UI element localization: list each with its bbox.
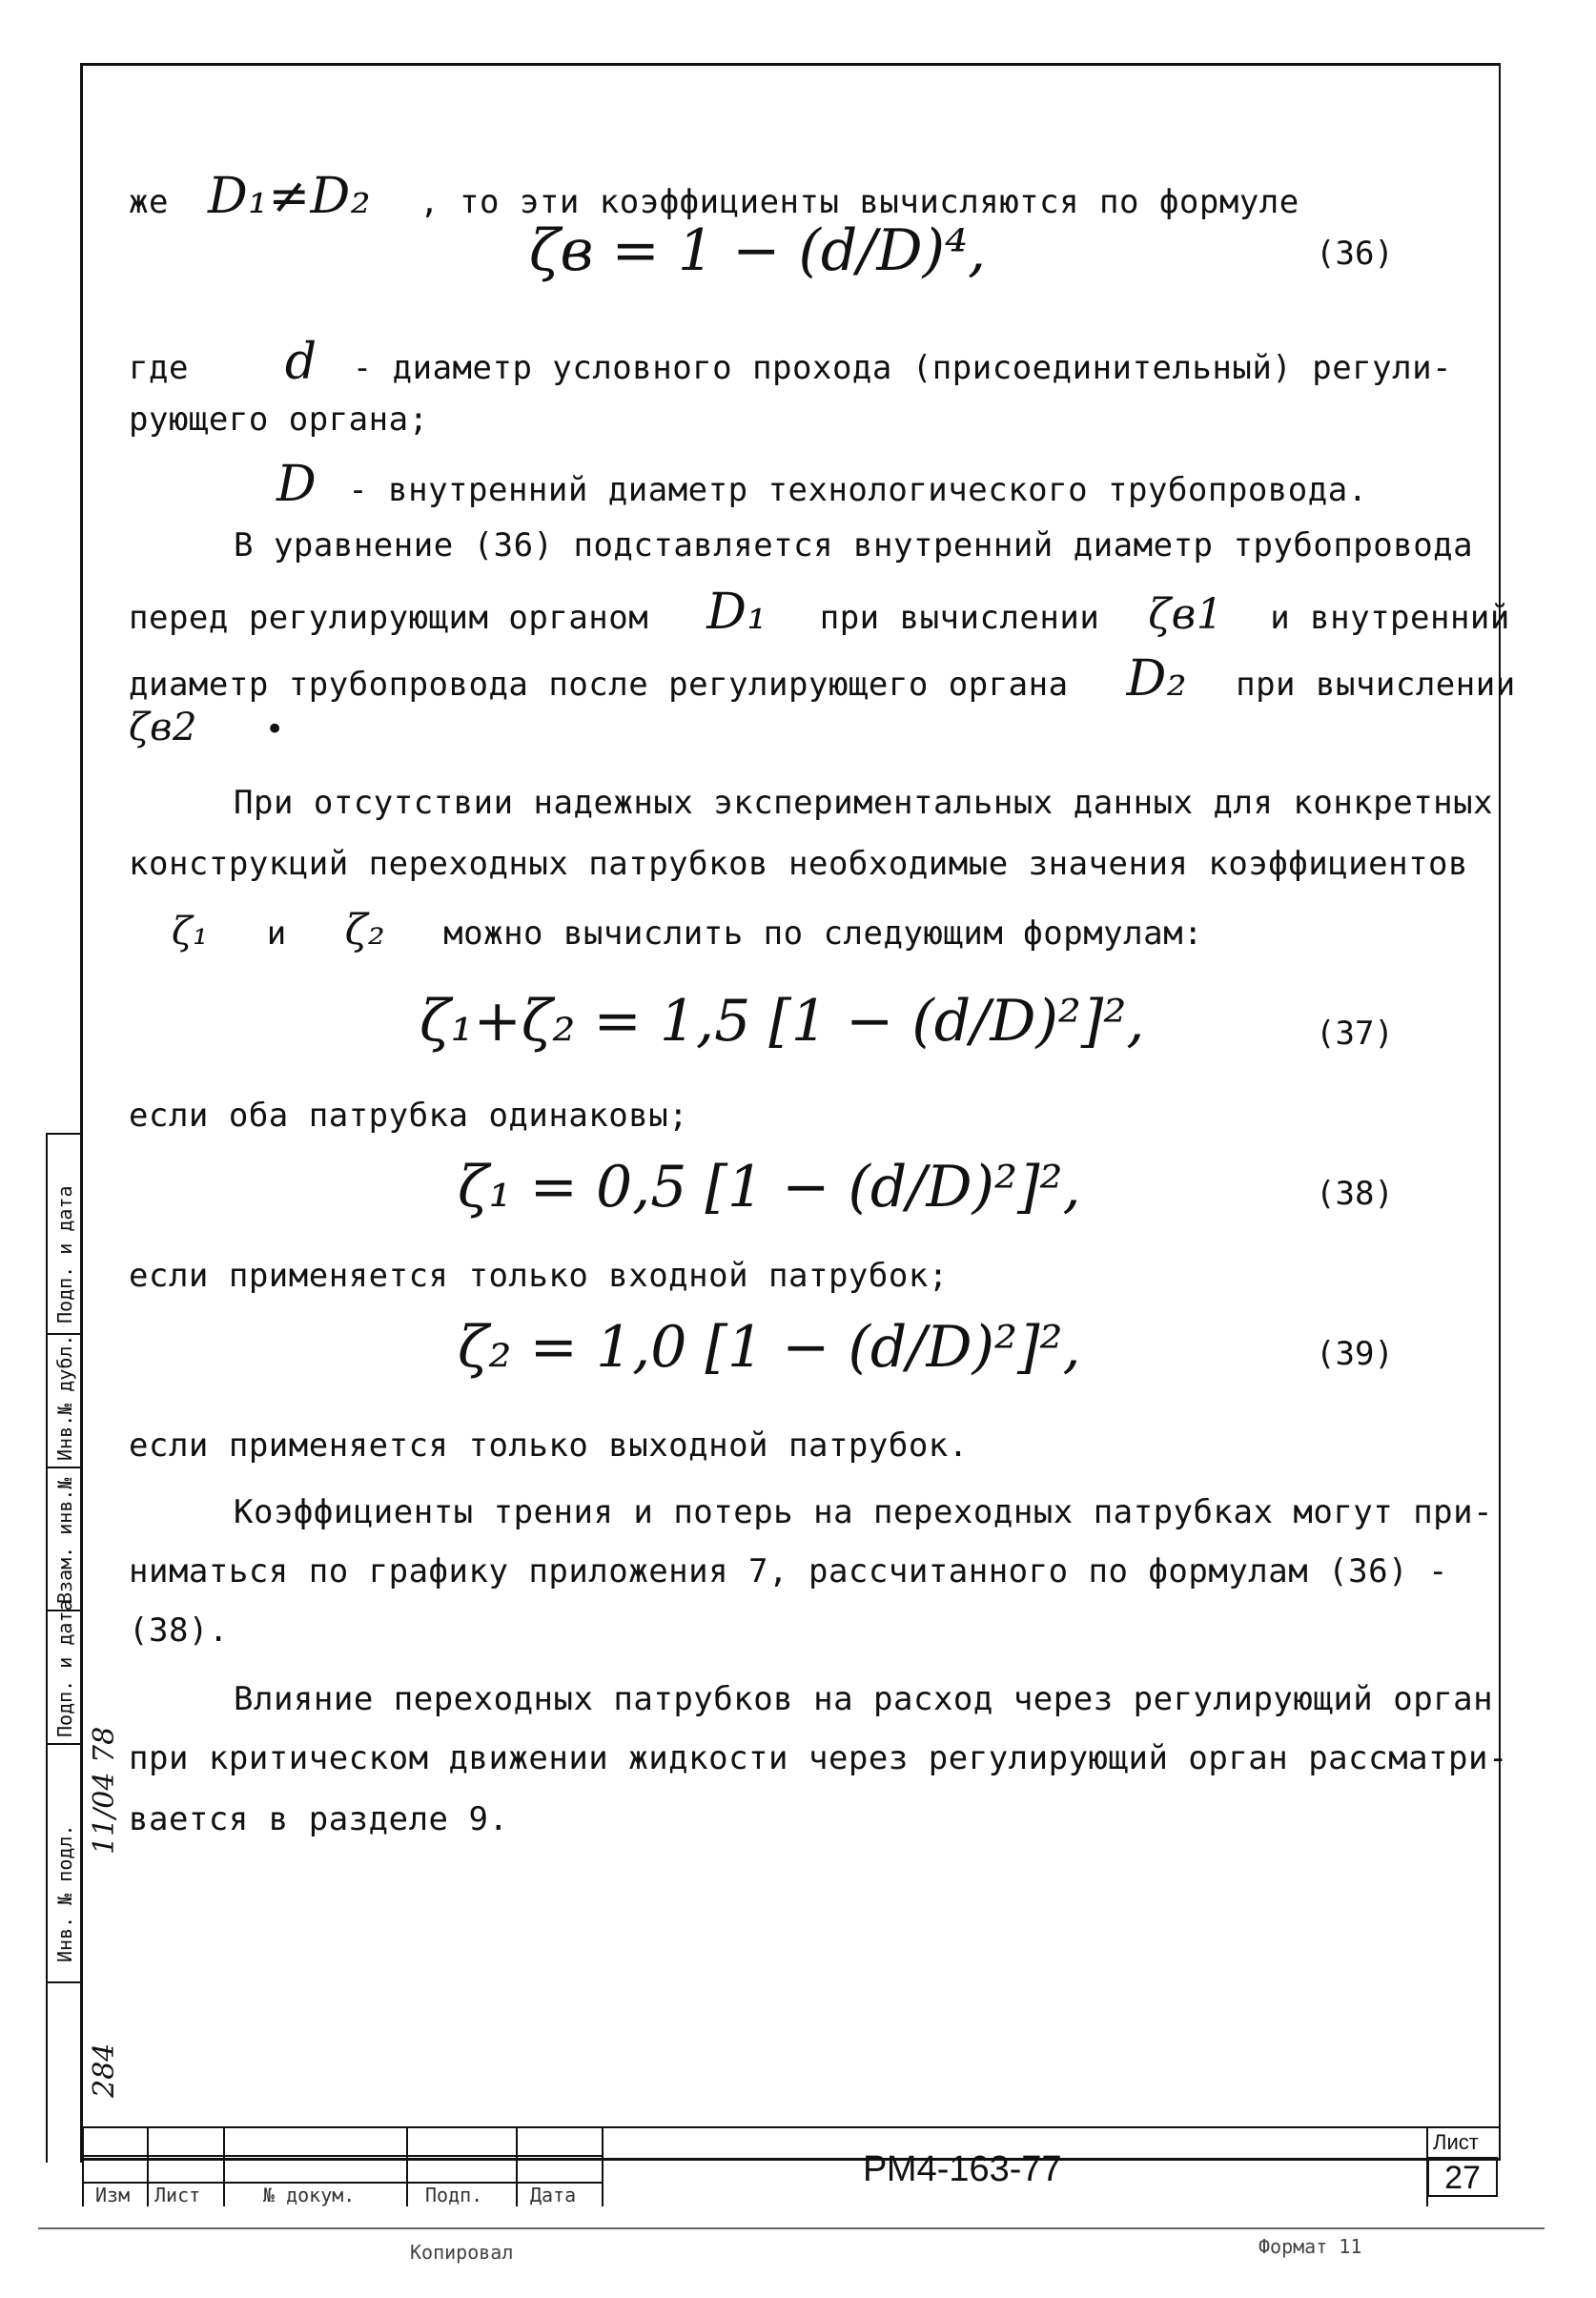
- text-line-7: диаметр трубопровода после регулирующего органа D₂ при вычислении: [129, 650, 1516, 708]
- side-label-inv-dubl: Инв.№ дубл.: [53, 1334, 76, 1461]
- text-line-12: если оба патрубка одинаковы;: [129, 1097, 689, 1135]
- equation-number-36: (36): [1316, 235, 1394, 273]
- col-podp: Подп.: [425, 2184, 483, 2206]
- copied-label: Копировал: [410, 2241, 514, 2264]
- side-label-inv-podl: Инв. № подл.: [53, 1824, 76, 1962]
- equation-number-39: (39): [1316, 1335, 1394, 1373]
- bottom-rule: [38, 2227, 1545, 2229]
- text-line-17: (38).: [129, 1611, 229, 1650]
- col-list: Лист: [154, 2184, 201, 2206]
- text-line-16: ниматься по графику приложения 7, рассчитанного по формулам (36) -: [129, 1552, 1449, 1590]
- text-line-3: рующего органа;: [129, 400, 429, 439]
- document-number: РМ4-163-77: [863, 2149, 1062, 2189]
- formula-38: ζ₁ = 0,5 [1 − (d/D)²]²,: [458, 1154, 1081, 1221]
- side-label-vzam: Взам. инв.№: [53, 1477, 76, 1604]
- text-line-20: вается в разделе 9.: [129, 1800, 509, 1838]
- col-data: Дата: [530, 2184, 577, 2206]
- formula-36: ζв = 1 − (d/D)⁴,: [529, 217, 987, 284]
- format-label: Формат 11: [1258, 2235, 1362, 2258]
- equation-number-38: (38): [1316, 1175, 1394, 1213]
- text-line-5: В уравнение (36) подставляется внутренний диаметр трубопровода: [234, 526, 1474, 564]
- handwritten-date: 11/04 78: [88, 1726, 121, 1855]
- sheet-label: Лист: [1433, 2130, 1479, 2154]
- text-line-14: если применяется только выходной патрубок.: [129, 1426, 969, 1465]
- symbol-d1-ne-d2: D₁≠D₂: [207, 168, 372, 225]
- side-label-podp-data-2: Подп. и дата: [53, 1599, 76, 1737]
- text-line-15: Коэффициенты трения и потерь на переходных патрубках могут при-: [234, 1493, 1494, 1531]
- handwritten-inv-number: 284: [88, 2042, 121, 2098]
- text-line-13: если применяется только входной патрубок;: [129, 1257, 949, 1295]
- text-line-2: где d - диаметр условного прохода (присоединительный) регули-: [129, 334, 1453, 391]
- text-line-10: конструкций переходных патрубков необходимые значения коэффициентов: [129, 845, 1468, 883]
- text-line-11: ζ₁ и ζ₂ можно вычислить по следующим формулам:: [172, 906, 1204, 954]
- formula-37: ζ₁+ζ₂ = 1,5 [1 − (d/D)²]²,: [419, 988, 1145, 1055]
- text-line-8: ζв2 •: [129, 706, 285, 749]
- col-doc: № докум.: [263, 2184, 356, 2206]
- equation-number-37: (37): [1316, 1015, 1394, 1053]
- side-label-podp-data: Подп. и дата: [53, 1185, 76, 1323]
- col-izm: Изм: [95, 2184, 131, 2206]
- text-line-1: же D₁≠D₂ , то эти коэффициенты вычисляются по формуле: [129, 168, 1299, 225]
- side-stamp: [46, 1133, 82, 2163]
- text-line-18: Влияние переходных патрубков на расход через регулирующий орган: [234, 1680, 1494, 1718]
- text-line-9: При отсутствии надежных экспериментальных данных для конкретных: [234, 784, 1494, 822]
- formula-39: ζ₂ = 1,0 [1 − (d/D)²]²,: [458, 1314, 1081, 1381]
- text-line-19: при критическом движении жидкости через регулирующий орган рассматри-: [129, 1739, 1508, 1777]
- text-line-4: D - внутренний диаметр технологического трубопровода.: [276, 456, 1368, 513]
- text-line-6: перед регулирующим органом D₁ при вычислении ζв1 и внутренний: [129, 584, 1510, 641]
- title-block: [82, 2126, 1501, 2206]
- sheet-number: 27: [1427, 2157, 1498, 2197]
